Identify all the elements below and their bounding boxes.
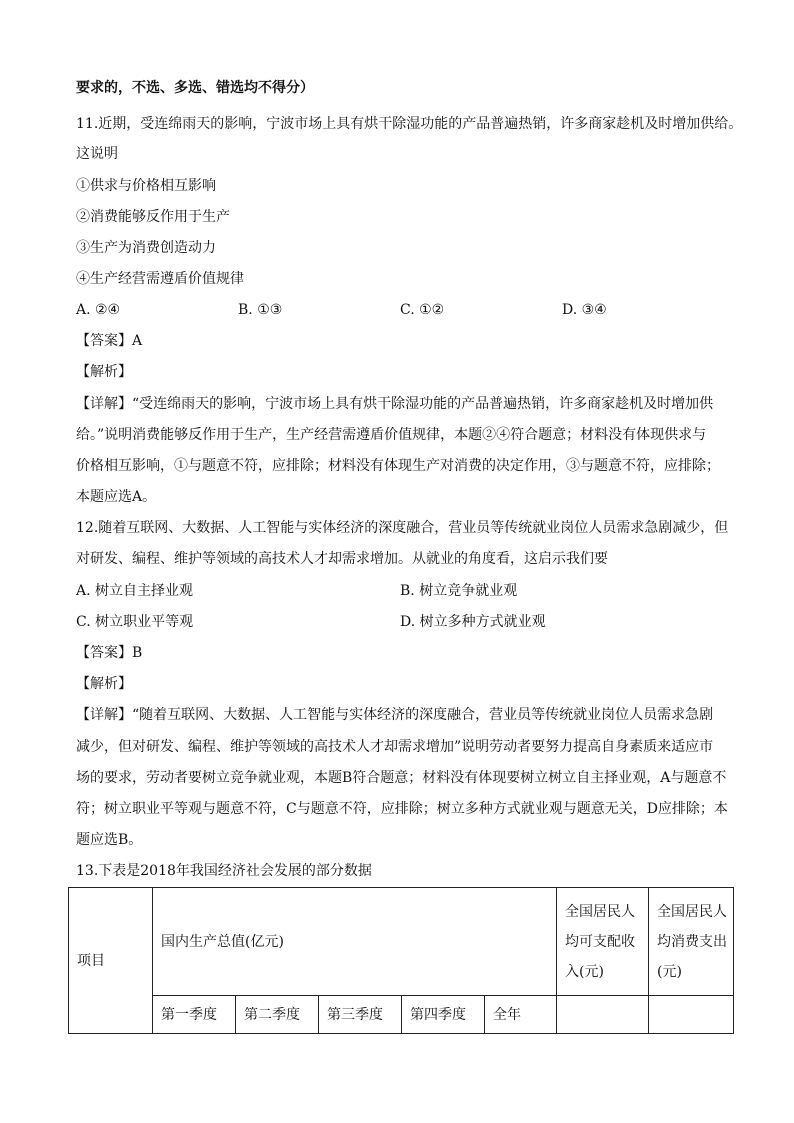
row-header-cell: 项目 <box>69 888 153 1034</box>
quarter-cell-q1: 第一季度 <box>153 996 236 1034</box>
q12-detail-line-2: 减少，但对研发、编程、维护等领域的高技术人才却需求增加”说明劳动者要努力提高自身素质来适应市 <box>76 739 714 755</box>
q12-stem-line-1: 12.随着互联网、大数据、人工智能与实体经济的深度融合，营业员等传统就业岗位人员需求急剧减少，但 <box>76 520 729 536</box>
q12-option-c: C. 树立职业平等观 <box>76 614 194 630</box>
q11-option-b: B. ①③ <box>238 302 283 318</box>
instruction-tail: 要求的，不选、多选、错选均不得分） <box>76 80 314 96</box>
gdp-header-cell: 国内生产总值(亿元) <box>153 888 557 996</box>
q12-detail-line-1: 【详解】“随着互联网、大数据、人工智能与实体经济的深度融合，营业员等传统就业岗位人员需求急剧 <box>76 707 714 723</box>
q13-stem: 13.下表是2018年我国经济社会发展的部分数据 <box>76 863 372 879</box>
q11-option-a: A. ②④ <box>76 302 121 318</box>
quarter-cell-q3: 第三季度 <box>319 996 402 1034</box>
q12-option-b: B. 树立竞争就业观 <box>400 583 518 599</box>
q12-detail-line-4: 符；树立职业平等观与题意不符，C与题意不符，应排除；树立多种方式就业观与题意无关，D应排除；本 <box>76 801 728 817</box>
q11-detail-line-2: 给。”说明消费能够反作用于生产，生产经营需遵盾价值规律，本题②④符合题意；材料没有体现供求与 <box>76 427 707 443</box>
quarter-cell-q4: 第四季度 <box>402 996 485 1034</box>
q12-detail-line-3: 场的要求，劳动者要树立竞争就业观，本题B符合题意；材料没有体现要树立树立自主择业观，A与题意不 <box>76 770 727 786</box>
q11-item-1: ①供求与价格相互影响 <box>76 178 216 194</box>
income-header-cell: 全国居民人均可支配收入(元) <box>557 888 649 996</box>
consumption-header-cell: 全国居民人均消费支出(元) <box>649 888 734 996</box>
q12-answer: 【答案】B <box>76 645 143 661</box>
quarter-cell-q2: 第二季度 <box>236 996 319 1034</box>
q11-stem-line-1: 11.近期，受连绵雨天的影响，宁波市场上具有烘干除湿功能的产品普遍热销，许多商家趁机及时增加供给。 <box>76 116 743 132</box>
q11-item-4: ④生产经营需遵盾价值规律 <box>76 271 244 287</box>
q12-option-d: D. 树立多种方式就业观 <box>400 614 546 630</box>
quarter-cell-year: 全年 <box>485 996 557 1034</box>
q11-stem-line-2: 这说明 <box>76 146 118 162</box>
q11-answer: 【答案】A <box>76 333 143 349</box>
q11-item-2: ②消费能够反作用于生产 <box>76 209 230 225</box>
q12-option-a: A. 树立自主择业观 <box>76 583 194 599</box>
q11-detail-line-1: 【详解】“受连绵雨天的影响，宁波市场上具有烘干除湿功能的产品普遍热销，许多商家趁机及时增加供 <box>76 396 714 412</box>
q12-analysis-heading: 【解析】 <box>76 676 132 692</box>
q12-detail-line-5: 题应选B。 <box>76 832 143 848</box>
income-value-cell <box>557 996 649 1034</box>
q11-detail-line-4: 本题应选A。 <box>76 489 157 505</box>
economic-data-table <box>68 887 734 1034</box>
q11-detail-line-3: 价格相互影响，①与题意不符，应排除；材料没有体现生产对消费的决定作用，③与题意不符，应排除； <box>76 458 720 474</box>
q12-stem-line-2: 对研发、编程、维护等领域的高技术人才却需求增加。从就业的角度看，这启示我们要 <box>76 551 608 567</box>
q11-item-3: ③生产为消费创造动力 <box>76 240 216 256</box>
q11-analysis-heading: 【解析】 <box>76 364 132 380</box>
consumption-value-cell <box>649 996 734 1034</box>
q11-option-d: D. ③④ <box>562 302 607 318</box>
q11-option-c: C. ①② <box>400 302 445 318</box>
